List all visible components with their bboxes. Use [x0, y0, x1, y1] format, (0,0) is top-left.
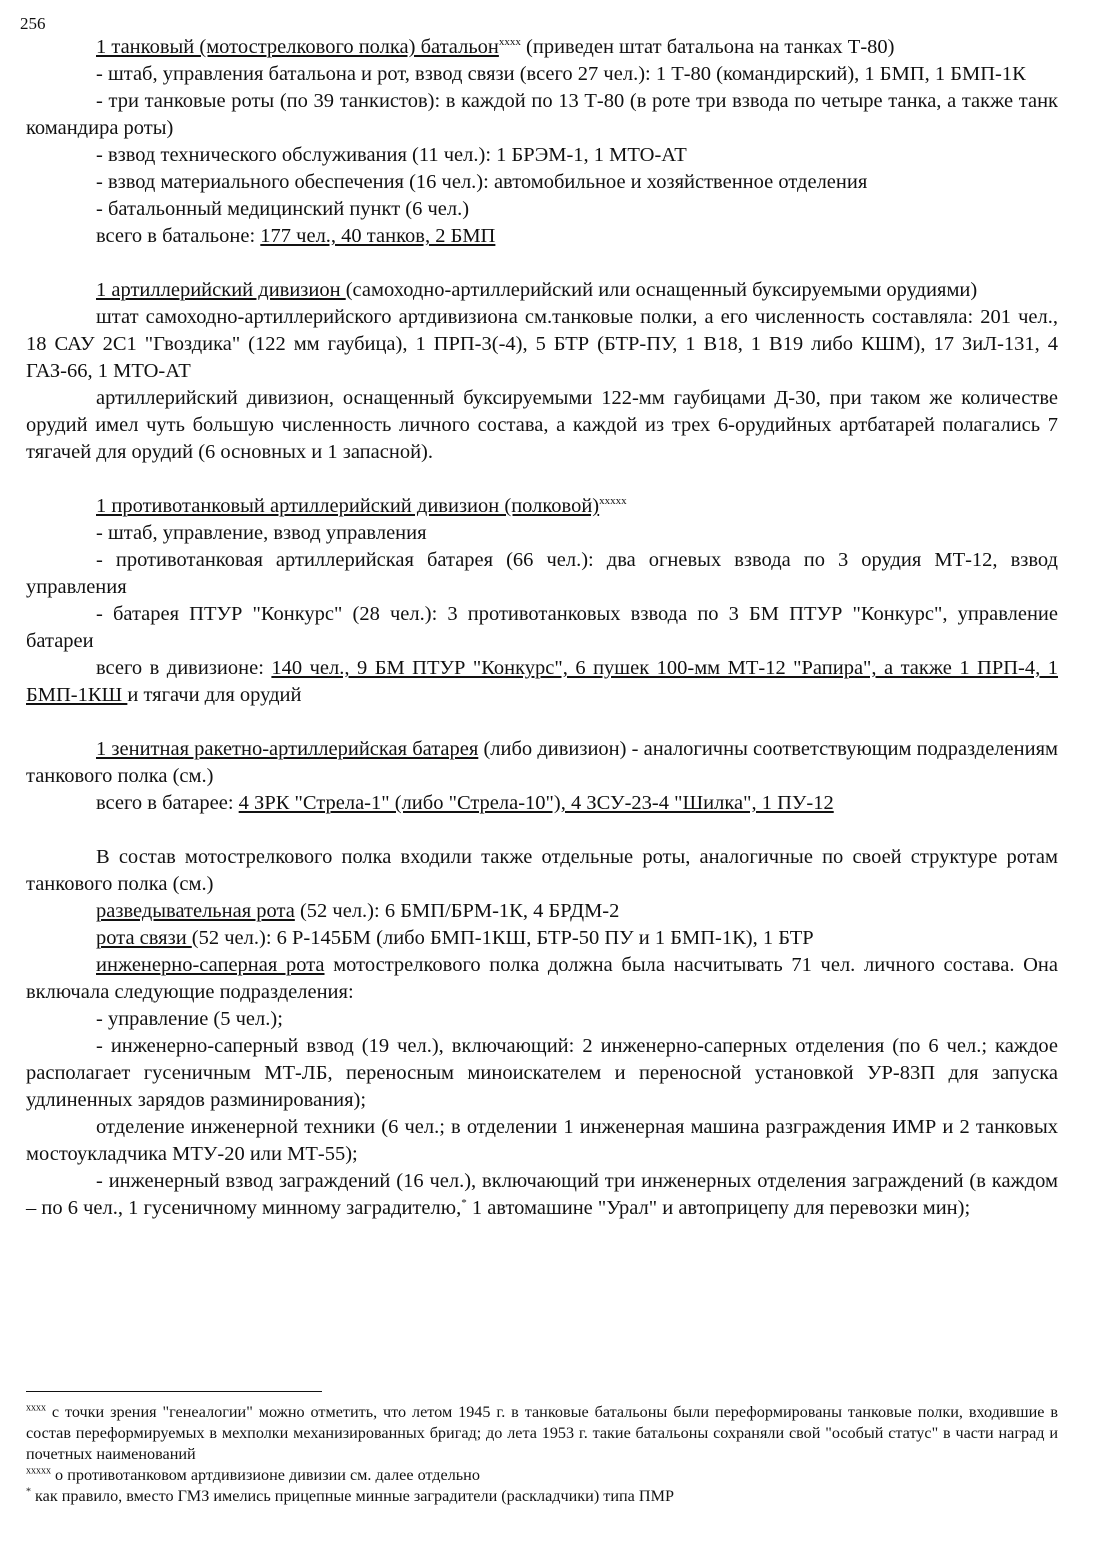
- engineer-company-text: мотострелкового полка должна была насчитывать 71 чел. личного состава. Она включала следующие подразделения:: [26, 954, 1058, 1003]
- battalion-total: [26, 223, 1058, 250]
- battalion-line-3: - взвод технического обслуживания (11 чел.): 1 БРЭМ-1, 1 МТО-АТ: [96, 144, 687, 166]
- footnote-2-text: о противотанковом артдивизионе дивизии см. далее отдельно: [51, 1466, 480, 1484]
- aa-total-label: всего в батарее:: [96, 792, 239, 814]
- engineer-line-2: - инженерно-саперный взвод (19 чел.), включающий: 2 инженерно-саперных отделения (по 6 чел.; каждое располагает гусеничным МТ-ЛБ, переносным миноискателем и переносной установкой УР-83П для запуска удлиненных зарядов разминирования);: [26, 1035, 1058, 1111]
- battalion-line-1: - штаб, управления батальона и рот, взвод связи (всего 27 чел.): 1 Т-80 (командирский), 1 БМП, 1 БМП-1К: [96, 63, 1026, 85]
- aa-heading: [26, 736, 1058, 790]
- aa-title-note: (либо дивизион) - аналогичны соответствующим подразделениям танкового полка (см.): [26, 738, 1058, 787]
- artillery-title: 1 артиллерийский дивизион: [96, 279, 346, 301]
- artillery-para-1: штат самоходно-артиллерийского артдивизиона см.танковые полки, а его численность составляла: 201 чел., 18 САУ 2С1 "Гвоздика" (122 мм гаубица), 1 ПРП-3(-4), 5 БТР (БТР-ПУ, 1 В18, 1 В19 либо КШМ), 17 ЗиЛ-131, 4 ГАЗ-66, 1 МТО-АТ: [26, 306, 1058, 382]
- aa-total-value: 4 ЗРК "Стрела-1" (либо "Стрела-10"), 4 ЗСУ-23-4 "Шилка", 1 ПУ-12: [238, 792, 834, 814]
- battalion-title: 1 танковый (мотострелкового полка) батальон: [96, 36, 499, 58]
- footnote-1-mark: xxxx: [26, 1402, 46, 1414]
- footnote-2-mark: xxxxx: [26, 1465, 51, 1477]
- recon-company-text: (52 чел.): 6 БМП/БРМ-1К, 4 БРДМ-2: [294, 900, 620, 922]
- barrier-text-b: 1 автомашине "Урал" и автоприцепу для перевозки мин);: [466, 1197, 971, 1219]
- antitank-title: 1 противотанковый артиллерийский дивизион (полковой): [96, 495, 600, 517]
- signal-company-title: рота связи: [96, 927, 192, 949]
- recon-company-title: разведывательная рота: [96, 900, 295, 922]
- page-body: [26, 34, 1058, 1222]
- antitank-line-2: - противотанковая артиллерийская батарея (66 чел.): два огневых взвода по 3 орудия МТ-12, взвод управления: [26, 549, 1058, 598]
- signal-company: [26, 925, 1058, 952]
- battalion-line-2: - три танковые роты (по 39 танкистов): в каждой по 13 Т-80 (в роте три взвода по четыре танка, а также танк командира роты): [26, 90, 1058, 139]
- aa-title: 1 зенитная ракетно-артиллерийская батарея: [96, 738, 479, 760]
- battalion-line-5: - батальонный медицинский пункт (6 чел.): [96, 198, 470, 220]
- battalion-heading: [26, 34, 1058, 61]
- footnote-3: [26, 1486, 1058, 1507]
- footnotes: [26, 1402, 1058, 1507]
- footnote-3-mark: *: [26, 1486, 31, 1498]
- engineer-line-1: - управление (5 чел.);: [96, 1008, 283, 1030]
- footnote-separator: [26, 1391, 322, 1392]
- battalion-title-note: (приведен штат батальона на танках Т-80): [520, 36, 895, 58]
- artillery-heading: [26, 277, 1058, 304]
- antitank-total: [26, 655, 1058, 709]
- antitank-total-suffix: и тягачи для орудий: [127, 684, 302, 706]
- signal-company-text: (52 чел.): 6 Р-145БМ (либо БМП-1КШ, БТР-50 ПУ и 1 БМП-1К), 1 БТР: [191, 927, 814, 949]
- antitank-line-3: - батарея ПТУР "Конкурс" (28 чел.): 3 противотанковых взвода по 3 БМ ПТУР "Конкурс", управление батареи: [26, 603, 1058, 652]
- footnote-mark-star: *: [461, 1197, 467, 1210]
- antitank-total-value: 140 чел., 9 БМ ПТУР "Конкурс", 6 пушек 100-мм МТ-12 "Рапира", а также 1 ПРП-4, 1 БМП-1КШ: [26, 657, 1058, 706]
- footnote-1: [26, 1402, 1058, 1465]
- footnote-3-text: как правило, вместо ГМЗ имелись прицепные минные заградители (раскладчики) типа ПМР: [31, 1487, 674, 1505]
- battalion-total-value: 177 чел., 40 танков, 2 БМП: [260, 225, 496, 247]
- footnote-mark-xxxx: xxxx: [498, 36, 521, 49]
- artillery-title-note: (самоходно-артиллерийский или оснащенный буксируемыми орудиями): [345, 279, 978, 301]
- footnote-1-text: с точки зрения "генеалогии" можно отметить, что летом 1945 г. в танковые батальоны были переформированы танковые полки, входившие в состав переформируемых в мехполки механизированных бригад; до лета 1953 г. такие батальоны сохраняли свой "особый статус" в части наград и почетных наименований: [26, 1403, 1058, 1463]
- engineer-company: [26, 952, 1058, 1006]
- artillery-para-2: артиллерийский дивизион, оснащенный буксируемыми 122-мм гаубицами Д-30, при таком же количестве орудий имел чуть большую численность личного состава, а каждой из трех 6-орудийных артбатарей полагались 7 тягачей для орудий (6 основных и 1 запасной).: [26, 387, 1058, 463]
- aa-total: [26, 790, 1058, 817]
- barrier-platoon: [26, 1168, 1058, 1222]
- recon-company: [26, 898, 1058, 925]
- engineer-company-title: инженерно-саперная рота: [96, 954, 325, 976]
- barrier-text-a: - инженерный взвод заграждений (16 чел.), включающий три инженерных отделения заграждений (в каждом – по 6 чел., 1 гусеничному минному заградителю,: [26, 1170, 1058, 1219]
- battalion-line-4: - взвод материального обеспечения (16 чел.): автомобильное и хозяйственное отделения: [96, 171, 868, 193]
- page-number: 256: [20, 14, 46, 33]
- footnote-mark-xxxxx: xxxxx: [599, 495, 627, 508]
- antitank-total-label: всего в дивизионе:: [96, 657, 272, 679]
- antitank-line-1: - штаб, управление, взвод управления: [96, 522, 427, 544]
- antitank-heading: [26, 493, 1058, 520]
- engineer-line-3: отделение инженерной техники (6 чел.; в отделении 1 инженерная машина разграждения ИМР и 2 танковых мостоукладчика МТУ-20 или МТ-55);: [26, 1116, 1058, 1165]
- footnote-2: [26, 1465, 1058, 1486]
- battalion-total-label: всего в батальоне:: [96, 225, 261, 247]
- companies-intro: В состав мотострелкового полка входили также отдельные роты, аналогичные по своей структуре ротам танкового полка (см.): [26, 846, 1058, 895]
